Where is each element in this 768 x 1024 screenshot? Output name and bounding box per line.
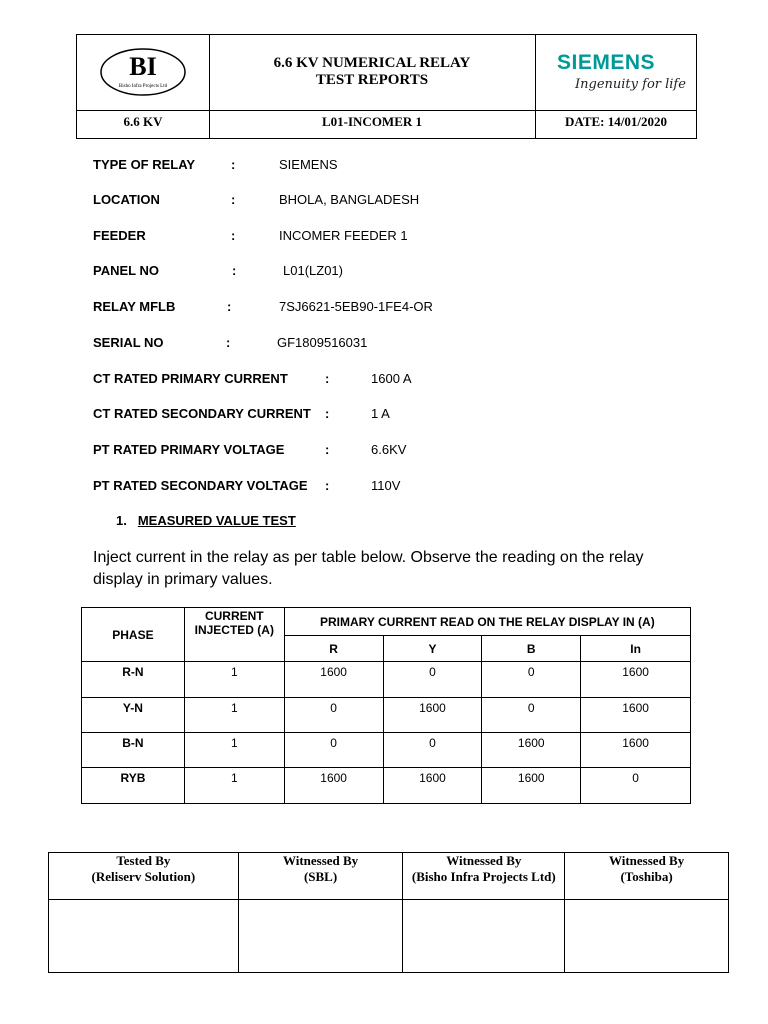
table-row bbox=[82, 768, 691, 804]
field-value: GF1809516031 bbox=[277, 335, 368, 350]
instruction-text: Inject current in the relay as per table below. Observe the reading on the relay display in primary values. bbox=[93, 549, 644, 588]
cell-phase: R-N bbox=[82, 662, 185, 698]
date-cell: DATE: 14/01/2020 bbox=[565, 114, 667, 129]
cell-r: 1600 bbox=[284, 768, 383, 804]
signature-org: (SBL) bbox=[303, 869, 338, 884]
signature-role: Tested By bbox=[116, 853, 171, 868]
signature-box[interactable] bbox=[403, 900, 565, 973]
cell-r: 1600 bbox=[284, 662, 383, 698]
signature-org: (Bisho Infra Projects Ltd) bbox=[411, 869, 556, 884]
header-phase: PHASE bbox=[82, 608, 185, 662]
field-value: 1600 A bbox=[371, 371, 412, 386]
field-colon: : bbox=[231, 228, 236, 243]
subheader-y: Y bbox=[383, 636, 482, 662]
subheader-in: In bbox=[581, 636, 691, 662]
cell-r: 0 bbox=[284, 733, 383, 768]
field-label: TYPE OF RELAY bbox=[93, 157, 196, 172]
field-value: BHOLA, BANGLADESH bbox=[279, 192, 420, 207]
section-title: MEASURED VALUE TEST bbox=[137, 513, 296, 528]
section-number: 1. bbox=[116, 513, 127, 528]
cell-b: 1600 bbox=[482, 733, 581, 768]
field-value: INCOMER FEEDER 1 bbox=[279, 228, 408, 243]
signature-org: (Toshiba) bbox=[620, 869, 673, 884]
header-primary-current: PRIMARY CURRENT READ ON THE RELAY DISPLAY IN (A) bbox=[284, 608, 690, 636]
signature-box[interactable] bbox=[49, 900, 239, 973]
signature-role: Witnessed By bbox=[282, 853, 359, 868]
cell-r: 0 bbox=[284, 698, 383, 733]
field-colon: : bbox=[231, 192, 236, 207]
cell-y: 1600 bbox=[383, 768, 482, 804]
field-colon: : bbox=[232, 263, 237, 278]
subheader-r: R bbox=[284, 636, 383, 662]
header-current-injected: CURRENT INJECTED (A) bbox=[184, 608, 284, 662]
cell-injected: 1 bbox=[184, 662, 284, 698]
field-label: PT RATED SECONDARY VOLTAGE bbox=[93, 478, 308, 493]
field-colon: : bbox=[325, 406, 330, 421]
cell-b: 0 bbox=[482, 698, 581, 733]
field-label: RELAY MFLB bbox=[93, 299, 176, 314]
title-line-2: TEST REPORTS bbox=[315, 72, 429, 88]
signature-org: (Reliserv Solution) bbox=[91, 869, 196, 884]
siemens-tagline: Ingenuity for life bbox=[575, 77, 686, 92]
logo-text: BI bbox=[129, 52, 157, 81]
field-value: 1 A bbox=[371, 406, 390, 421]
cell-b: 0 bbox=[482, 662, 581, 698]
cell-phase: RYB bbox=[82, 768, 185, 804]
feeder-code-cell: L01-INCOMER 1 bbox=[321, 114, 423, 129]
siemens-logo: SIEMENS bbox=[557, 51, 656, 74]
table-row bbox=[82, 698, 691, 733]
cell-in: 1600 bbox=[581, 698, 691, 733]
cell-y: 0 bbox=[383, 733, 482, 768]
cell-injected: 1 bbox=[184, 768, 284, 804]
cell-injected: 1 bbox=[184, 733, 284, 768]
cell-y: 0 bbox=[383, 662, 482, 698]
signature-header-tested-by bbox=[49, 853, 239, 900]
field-label: PANEL NO bbox=[93, 263, 159, 278]
subheader-b: B bbox=[482, 636, 581, 662]
cell-injected: 1 bbox=[184, 698, 284, 733]
field-value: SIEMENS bbox=[279, 157, 338, 172]
field-label: SERIAL NO bbox=[93, 335, 164, 350]
field-value: 7SJ6621-5EB90-1FE4-OR bbox=[279, 299, 433, 314]
signature-header-witness-toshiba bbox=[565, 853, 729, 900]
relay-info bbox=[93, 0, 693, 500]
signature-box[interactable] bbox=[565, 900, 729, 973]
field-colon: : bbox=[231, 157, 236, 172]
signature-header-witness-bisho bbox=[403, 853, 565, 900]
field-colon: : bbox=[325, 442, 330, 457]
field-label: PT RATED PRIMARY VOLTAGE bbox=[93, 442, 285, 457]
cell-phase: B-N bbox=[82, 733, 185, 768]
signature-role: Witnessed By bbox=[608, 853, 685, 868]
cell-in: 1600 bbox=[581, 733, 691, 768]
table-row bbox=[82, 662, 691, 698]
logo-subtext: Bisho Infra Projects Ltd bbox=[118, 84, 168, 89]
cell-y: 1600 bbox=[383, 698, 482, 733]
cell-in: 1600 bbox=[581, 662, 691, 698]
signature-header-witness-sbl bbox=[238, 853, 403, 900]
field-colon: : bbox=[226, 335, 231, 350]
field-colon: : bbox=[325, 478, 330, 493]
voltage-cell: 6.6 KV bbox=[123, 114, 163, 129]
field-value: 110V bbox=[371, 478, 401, 493]
cell-phase: Y-N bbox=[82, 698, 185, 733]
title-line-1: 6.6 KV NUMERICAL RELAY bbox=[273, 55, 471, 71]
field-value: 6.6KV bbox=[371, 442, 407, 457]
field-colon: : bbox=[325, 371, 330, 386]
table-row bbox=[82, 733, 691, 768]
field-value: L01(LZ01) bbox=[283, 263, 343, 278]
cell-b: 1600 bbox=[482, 768, 581, 804]
signature-table bbox=[48, 852, 729, 973]
field-label: LOCATION bbox=[93, 192, 160, 207]
section-heading bbox=[116, 513, 296, 528]
field-label: CT RATED SECONDARY CURRENT bbox=[93, 406, 311, 421]
cell-in: 0 bbox=[581, 768, 691, 804]
measured-value-table bbox=[81, 607, 691, 804]
field-label: FEEDER bbox=[93, 228, 146, 243]
field-label: CT RATED PRIMARY CURRENT bbox=[93, 371, 288, 386]
signature-role: Witnessed By bbox=[446, 853, 522, 868]
signature-box[interactable] bbox=[238, 900, 403, 973]
field-colon: : bbox=[227, 299, 232, 314]
